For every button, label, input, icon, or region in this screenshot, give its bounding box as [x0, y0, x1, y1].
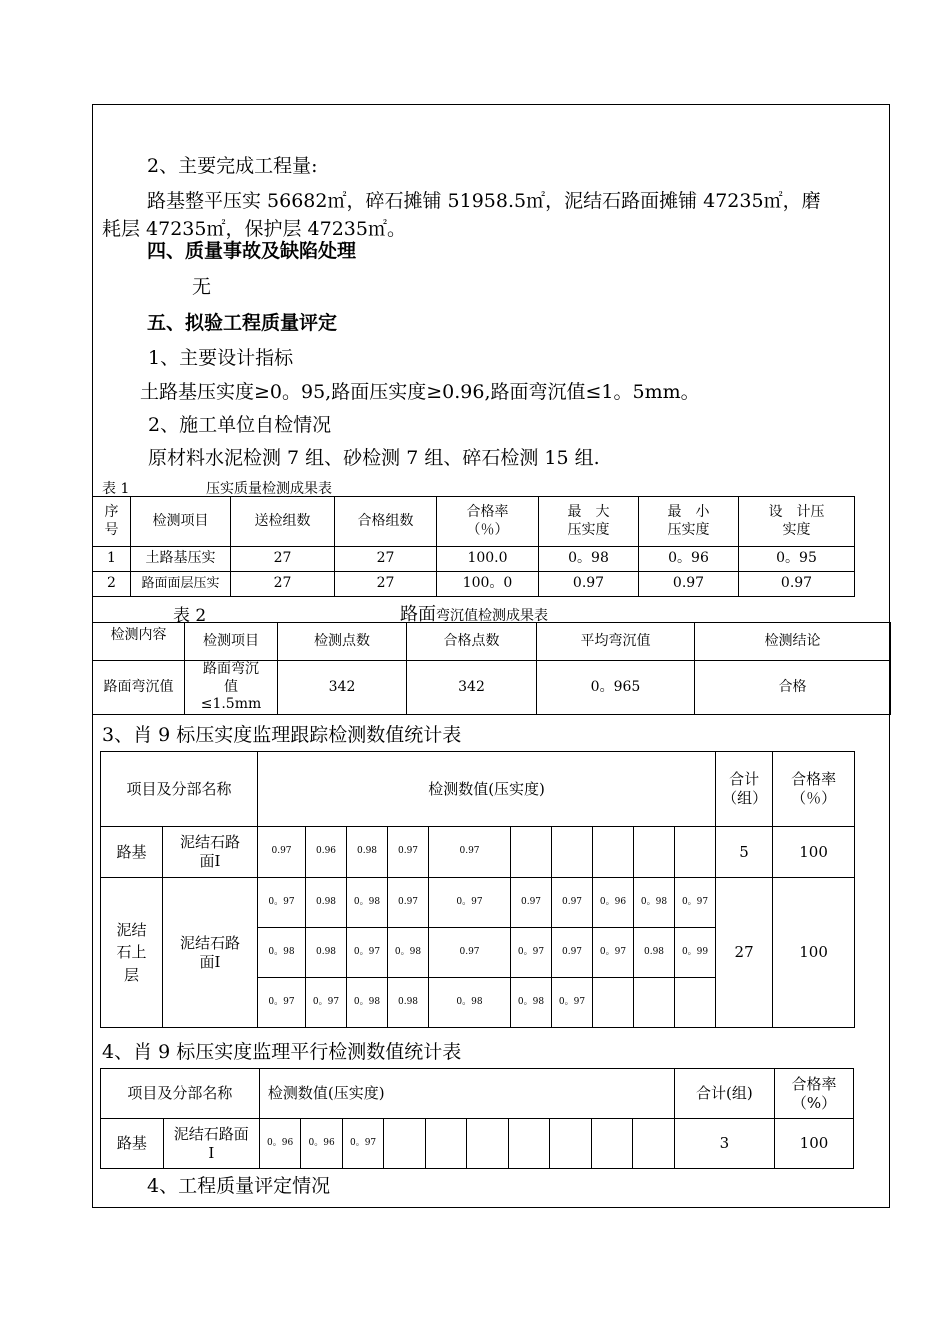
value-cell: 0。97 [511, 928, 552, 978]
value-cell: 0。98 [634, 878, 675, 928]
table-cell: 0。965 [537, 661, 695, 715]
table-cell: 泥结石路面Ⅰ [163, 1119, 259, 1169]
table-row [101, 1119, 854, 1169]
table-2-label: 表 2 [173, 606, 207, 626]
table-cell: 泥结石路面Ⅰ [163, 878, 258, 1028]
table-cell: 合格 [695, 661, 891, 715]
header-cell: 检测点数 [278, 623, 407, 661]
value-cell [675, 978, 716, 1028]
value-cell: 0.97 [552, 928, 593, 978]
value-cell: 0.98 [306, 878, 347, 928]
header-cell: 检测内容 [93, 623, 185, 661]
quality-evaluation-heading: 4、工程质量评定情况 [147, 1175, 331, 1197]
subsection-2-title: 2、施工单位自检情况 [148, 414, 332, 436]
value-cell: 0。97 [342, 1119, 383, 1169]
table-cell: 路基 [101, 827, 163, 878]
section-2-line-2: 耗层 47235㎡，保护层 47235㎡。 [102, 218, 406, 240]
table-cell: 27 [335, 547, 437, 572]
table-1-label: 表 1 [102, 481, 130, 497]
value-cell: 0。98 [429, 978, 511, 1028]
table-cell: 泥结石路面Ⅰ [163, 827, 258, 878]
table-cell: 100 [774, 1119, 853, 1169]
header-cell: 合格率（％） [437, 497, 539, 547]
value-cell [634, 978, 675, 1028]
value-cell [675, 827, 716, 878]
header-cell: 序号 [93, 497, 131, 547]
table-3-title: 3、肖 9 标压实度监理跟踪检测数值统计表 [102, 724, 462, 746]
value-cell [633, 1119, 675, 1169]
table-cell: 路面弯沉值 [93, 661, 185, 715]
table-cell: 0.97 [639, 572, 739, 597]
header-cell: 检测数值(压实度) [259, 1069, 674, 1119]
table-row [93, 547, 855, 572]
value-cell [467, 1119, 508, 1169]
subsection-1-body: 土路基压实度≥0。95,路面压实度≥0.96,路面弯沉值≤1。5mm。 [140, 381, 700, 403]
value-cell: 0。97 [593, 928, 634, 978]
table-row [101, 878, 855, 928]
header-cell: 设 计压实度 [739, 497, 855, 547]
header-cell: 最 小压实度 [639, 497, 739, 547]
table-cell: 泥结石上层 [101, 878, 163, 1028]
value-cell: 0.98 [347, 827, 388, 878]
value-cell: 0.97 [388, 827, 429, 878]
section-5-title: 五、拟验工程质量评定 [147, 312, 338, 334]
value-cell: 0.98 [388, 978, 429, 1028]
value-cell: 0。97 [429, 878, 511, 928]
header-cell: 合格率（%） [774, 1069, 853, 1119]
value-cell: 0.97 [511, 878, 552, 928]
table-2-caption-big: 路面 [400, 604, 436, 625]
value-cell [384, 1119, 425, 1169]
table-header-row [101, 1069, 854, 1119]
header-cell: 平均弯沉值 [537, 623, 695, 661]
value-cell: 0.97 [388, 878, 429, 928]
table-cell: 0.97 [539, 572, 639, 597]
value-cell: 0.96 [306, 827, 347, 878]
table-cell: 100.0 [437, 547, 539, 572]
deflection-table [92, 622, 891, 715]
compaction-quality-table [92, 496, 855, 597]
table-header-row [101, 752, 855, 827]
table-cell: 0。96 [639, 547, 739, 572]
table-cell: 27 [231, 572, 335, 597]
value-cell: 0.97 [258, 827, 306, 878]
header-cell: 检测结论 [695, 623, 891, 661]
table-cell: 342 [278, 661, 407, 715]
table-row [101, 827, 855, 878]
value-cell: 0.97 [429, 928, 511, 978]
value-cell: 0。97 [552, 978, 593, 1028]
table-header-row [93, 497, 855, 547]
value-cell [593, 978, 634, 1028]
subsection-1-title: 1、主要设计指标 [148, 347, 294, 369]
table-header-row [93, 623, 891, 661]
value-cell: 0。98 [388, 928, 429, 978]
table-cell: 1 [93, 547, 131, 572]
subsection-2-body: 原材料水泥检测 7 组、砂检测 7 组、碎石检测 15 组. [148, 447, 600, 469]
parallel-test-table [100, 1068, 854, 1169]
table-cell: 342 [407, 661, 537, 715]
value-cell [508, 1119, 549, 1169]
table-cell: 土路基压实 [131, 547, 231, 572]
value-cell: 0.98 [306, 928, 347, 978]
header-cell: 检测项目 [185, 623, 278, 661]
value-cell: 0.97 [429, 827, 511, 878]
header-cell: 送检组数 [231, 497, 335, 547]
value-cell: 0.97 [552, 878, 593, 928]
header-cell: 合格组数 [335, 497, 437, 547]
value-cell [634, 827, 675, 878]
value-cell: 0。96 [593, 878, 634, 928]
value-cell: 0。97 [675, 878, 716, 928]
value-cell: 0。96 [259, 1119, 300, 1169]
value-cell [593, 827, 634, 878]
value-cell: 0。98 [511, 978, 552, 1028]
table-row [93, 661, 891, 715]
header-cell: 最 大压实度 [539, 497, 639, 547]
table-cell: 路面面层压实 [131, 572, 231, 597]
header-cell: 合格点数 [407, 623, 537, 661]
table-cell: 27 [335, 572, 437, 597]
value-cell: 0。97 [258, 978, 306, 1028]
table-cell: 5 [716, 827, 773, 878]
table-cell: 3 [674, 1119, 774, 1169]
table-cell: 100 [773, 878, 855, 1028]
table-1-caption: 压实质量检测成果表 [206, 481, 332, 497]
table-cell: 27 [231, 547, 335, 572]
table-cell: 0。98 [539, 547, 639, 572]
value-cell [552, 827, 593, 878]
value-cell [425, 1119, 466, 1169]
table-4-title: 4、肖 9 标压实度监理平行检测数值统计表 [102, 1041, 462, 1063]
table-cell: 27 [716, 878, 773, 1028]
section-2-title: 2、主要完成工程量: [147, 155, 318, 177]
value-cell [591, 1119, 632, 1169]
value-cell: 0。97 [258, 878, 306, 928]
tracking-test-table [100, 751, 855, 1028]
value-cell: 0.98 [634, 928, 675, 978]
value-cell: 0。99 [675, 928, 716, 978]
value-cell: 0。96 [301, 1119, 342, 1169]
table-cell: 路基 [101, 1119, 164, 1169]
header-cell: 检测项目 [131, 497, 231, 547]
table-cell: 0.97 [739, 572, 855, 597]
header-cell: 项目及分部名称 [101, 1069, 260, 1119]
table-row [93, 572, 855, 597]
table-cell: 100 [773, 827, 855, 878]
table-cell: 0。95 [739, 547, 855, 572]
value-cell [550, 1119, 591, 1169]
header-cell: 项目及分部名称 [101, 752, 258, 827]
value-cell [511, 827, 552, 878]
value-cell: 0。97 [347, 928, 388, 978]
header-cell: 合格率（％） [773, 752, 855, 827]
table-cell: 100。0 [437, 572, 539, 597]
value-cell: 0。98 [258, 928, 306, 978]
table-2-caption-rest: 弯沉值检测成果表 [436, 608, 548, 624]
table-cell: 路面弯沉值≤1.5mm [185, 661, 278, 715]
header-cell: 合计(组) [674, 1069, 774, 1119]
table-cell: 2 [93, 572, 131, 597]
value-cell: 0。98 [347, 978, 388, 1028]
header-cell: 合计（组） [716, 752, 773, 827]
section-4-body: 无 [192, 276, 212, 298]
value-cell: 0。98 [347, 878, 388, 928]
section-4-title: 四、质量事故及缺陷处理 [147, 240, 357, 262]
value-cell: 0。97 [306, 978, 347, 1028]
header-cell: 检测数值(压实度) [258, 752, 716, 827]
section-2-line-1: 路基整平压实 56682㎡，碎石摊铺 51958.5㎡，泥结石路面摊铺 47235㎡，磨 [147, 190, 821, 212]
